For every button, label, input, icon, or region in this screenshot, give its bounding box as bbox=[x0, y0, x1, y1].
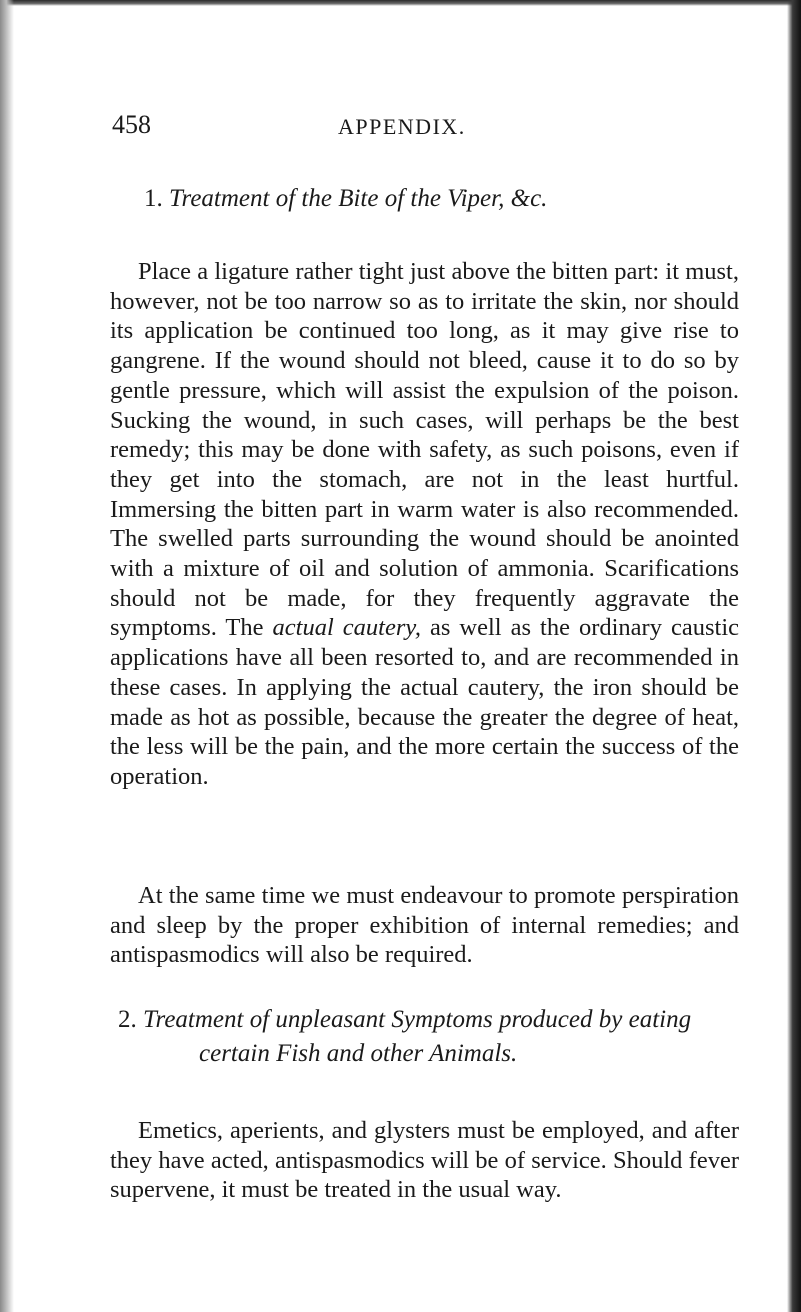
section-2-title-line-1 bbox=[118, 1005, 691, 1035]
section-1-number: 1. bbox=[144, 185, 163, 212]
section-1-paragraph-1 bbox=[110, 257, 739, 792]
section-2-title-line-1-text: Treatment of unpleasant Symptoms produced by eating bbox=[143, 1006, 692, 1033]
page-left-shadow bbox=[0, 0, 14, 1312]
section-2-paragraph: Emetics, aperients, and glysters must be employed, and after they have acted, antispasmodics will be of service. Should fever supervene, it must be treated in the usual way. bbox=[110, 1117, 739, 1204]
section-2-title-line-2: certain Fish and other Animals. bbox=[199, 1040, 518, 1067]
page-number: 458 bbox=[112, 110, 151, 139]
running-head: APPENDIX. bbox=[338, 114, 466, 139]
page-top-shadow bbox=[0, 0, 801, 6]
para-1-text-a: Place a ligature rather tight just above the bitten part: it must, however, not be too narrow so as to irritate the skin, nor should its application be continued too long, as it may give rise to gangrene. If the wound should not bleed, cause it to do so by gentle pressure, which will assist the expulsion of the poison. Sucking the wound, in such cases, will perhaps be the best remedy; this may be done with safety, as such poisons, even if they get into the stomach, are not in the least hurtful. Immersing the bitten part in warm water is also recommended. The swelled parts surrounding the wound should be anointed with a mixture of oil and solution of ammonia. Scarifications should not be made, for they frequently aggravate the symptoms. The bbox=[110, 258, 739, 642]
section-1-title: Treatment of the Bite of the Viper, bbox=[169, 185, 505, 212]
section-1-paragraph-2: At the same time we must endeavour to promote perspiration and sleep by the proper exhibition of internal remedies; and antispasmodics will also be required. bbox=[110, 882, 739, 969]
section-2-number: 2. bbox=[118, 1006, 137, 1033]
section-1-etc: &c. bbox=[510, 185, 548, 212]
para-1-text-b: as well as the ordinary caustic applications have all been resorted to, and are recommended in these cases. In applying the actual cautery, the iron should be made as hot as possible, because the greater the degree of heat, the less will be the pain, and the more certain the success of the operation. bbox=[110, 614, 739, 790]
page-right-shadow bbox=[787, 0, 801, 1312]
para-1-italic-term: actual cautery, bbox=[272, 614, 422, 642]
